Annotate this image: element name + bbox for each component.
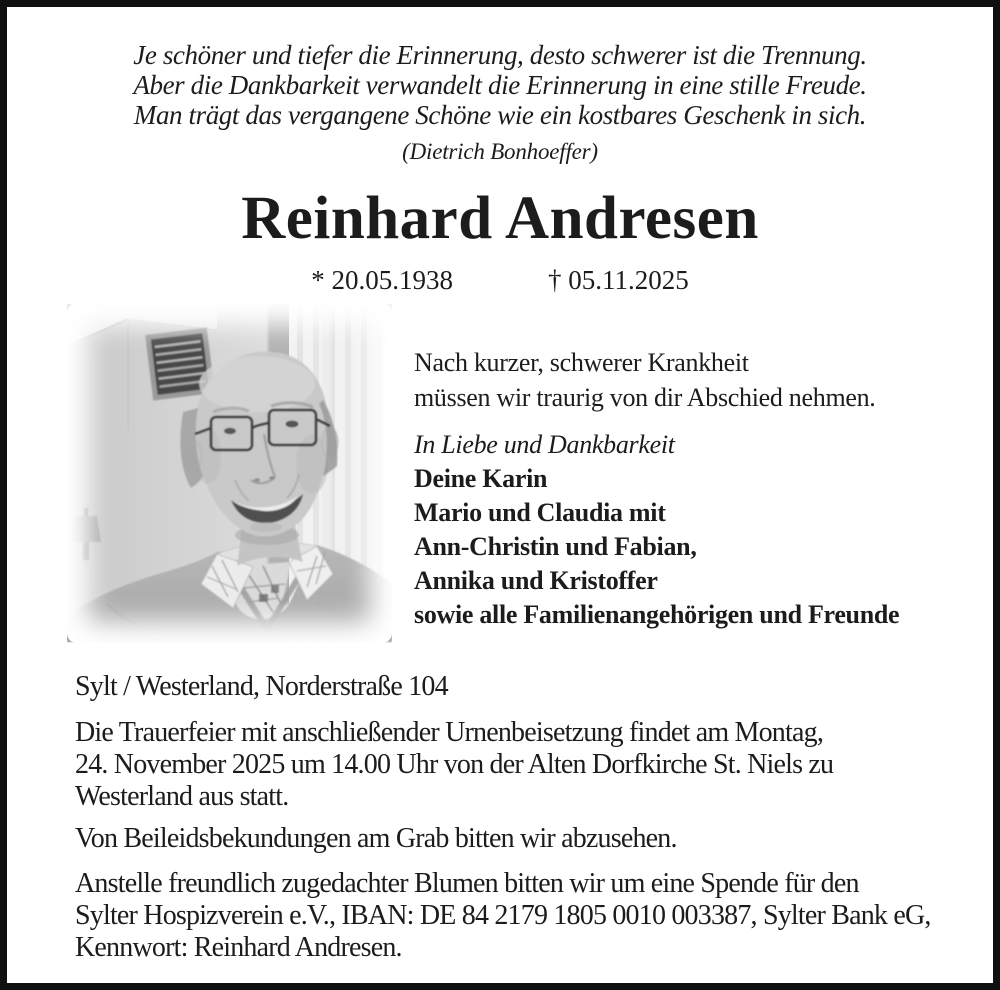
announcement-line: müssen wir traurig von dir Abschied nehmen. [414, 383, 876, 412]
memorial-quote [7, 40, 993, 167]
funeral-info-line: Westerland aus statt. [75, 781, 289, 812]
mourners-intro: In Liebe und Dankbarkeit [414, 430, 675, 459]
death-date: † 05.11.2025 [548, 265, 689, 295]
condolence-note: Von Beileidsbekundungen am Grab bitten wir abzusehen. [75, 823, 677, 854]
donation-note-line: Anstelle freundlich zugedachter Blumen bitten wir um eine Spende für den [75, 868, 859, 899]
mourner-name: sowie alle Familienangehörigen und Freunde [414, 600, 900, 629]
details-block [75, 671, 931, 964]
mourner-name: Deine Karin [414, 464, 548, 493]
funeral-info-line: Die Trauerfeier mit anschließender Urnenbeisetzung findet am Montag, [75, 717, 824, 748]
quote-line: Je schöner und tiefer die Erinnerung, desto schwerer ist die Trennung. [133, 40, 867, 70]
announcement-line: Nach kurzer, schwerer Krankheit [414, 348, 749, 377]
life-dates [7, 265, 993, 296]
portrait-photo [67, 303, 392, 643]
deceased-name: Reinhard Andresen [241, 185, 759, 252]
funeral-info [75, 717, 931, 813]
quote-line: Aber die Dankbarkeit verwandelt die Erinnerung in eine stille Freude. [133, 70, 867, 100]
donation-note [75, 868, 931, 964]
mourners-list [414, 462, 899, 632]
donation-note-line: Kennwort: Reinhard Andresen. [75, 932, 402, 963]
portrait-photo-image [67, 303, 392, 643]
mourner-name: Ann-Christin und Fabian, [414, 532, 697, 561]
announcement-block [414, 345, 899, 632]
address-line: Sylt / Westerland, Norderstraße 104 [75, 671, 448, 702]
donation-note-line: Sylter Hospizverein e.V., IBAN: DE 84 2179 1805 0010 003387, Sylter Bank eG, [75, 900, 931, 931]
mourner-name: Mario und Claudia mit [414, 498, 666, 527]
funeral-info-line: 24. November 2025 um 14.00 Uhr von der Alten Dorfkirche St. Niels zu [75, 749, 834, 780]
mourner-name: Annika und Kristoffer [414, 566, 658, 595]
quote-line: Man trägt das vergangene Schöne wie ein kostbares Geschenk in sich. [133, 100, 867, 130]
birth-date: * 20.05.1938 [311, 265, 453, 295]
quote-attribution: (Dietrich Bonhoeffer) [402, 139, 598, 164]
